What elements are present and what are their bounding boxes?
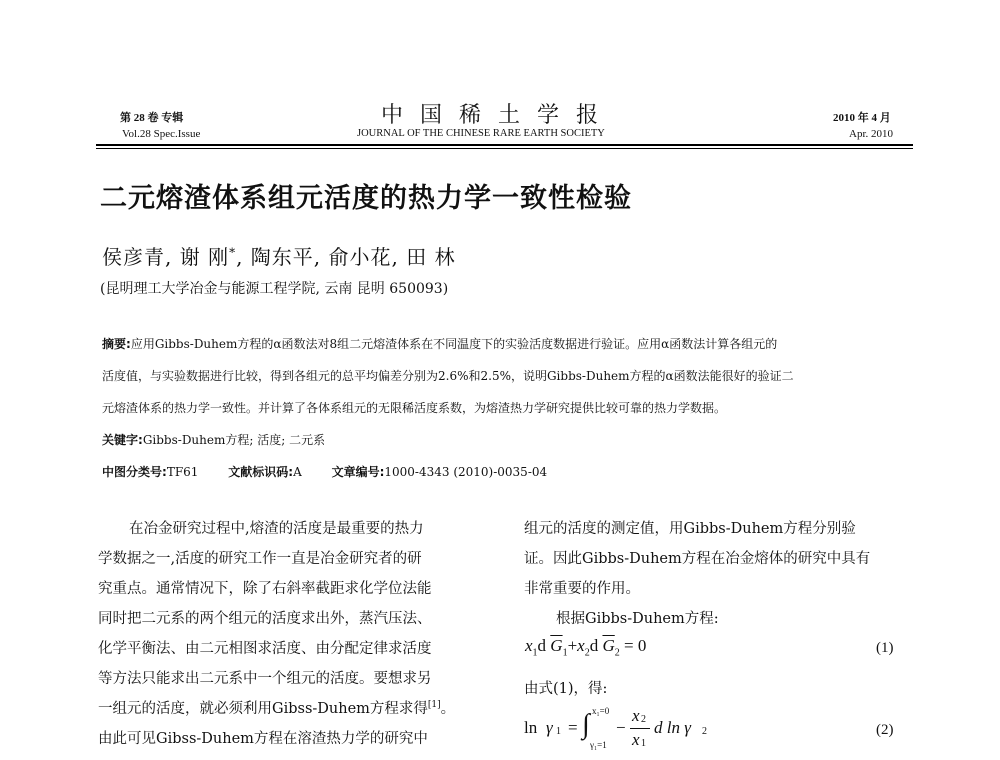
authors-rest: , 陶东平, 俞小花, 田 林 (236, 245, 456, 269)
header-rule-thin (96, 148, 913, 149)
article-id-value: 1000-4343 (2010)-0035-04 (384, 465, 548, 479)
doc-code-value: A (293, 465, 302, 479)
classification (102, 463, 547, 480)
abstract-line-3: 元熔渣体系的热力学一致性。并计算了各体系组元的无限稀活度系数，为熔渣热力学研究提供比较可靠的热力学数据。 (102, 401, 727, 415)
equation-1-number: (1) (876, 640, 894, 656)
abstract-line-2: 活度值，与实验数据进行比较，得到各组元的总平均偏差分别为2.6%和2.5%，说明Gibbs-Duhem方程的α函数法能很好的验证二 (102, 369, 794, 383)
authors-first: 侯彦青, 谢 刚 (102, 245, 230, 269)
right-line-1: 组元的活度的测定值，用Gibbs-Duhem方程分别验 (524, 521, 856, 537)
left-line-2: 学数据之一,活度的研究工作一直是冶金研究者的研 (98, 551, 422, 567)
clc-label: 中图分类号: (102, 465, 167, 479)
keywords (102, 431, 325, 448)
left-line-6: 等方法只能求出二元系中一个组元的活度。要想求另 (98, 671, 432, 687)
left-line-8: 由此可见Gibss-Duhem方程在溶渣热力学的研究中 (98, 731, 428, 747)
article-id-label: 文章编号: (331, 465, 385, 479)
abstract-label: 摘要: (102, 337, 131, 351)
left-line-3: 究重点。通常情况下，除了右斜率截距求化学位法能 (98, 581, 432, 597)
left-line-7: 一组元的活度，就必须利用Gibss-Duhem方程求得[1]。 (98, 700, 456, 717)
equation-2-number: (2) (876, 722, 894, 738)
abstract-line-1: 摘要:应用Gibbs-Duhem方程的α函数法对8组二元熔渣体系在不同温度下的实验活度数据进行验证。应用α函数法计算各组元的 (102, 337, 778, 351)
right-line-2: 证。因此Gibbs-Duhem方程在冶金熔体的研究中具有 (524, 551, 871, 567)
authors (102, 241, 456, 270)
paper-title: 二元熔渣体系组元活度的热力学一致性检验 (100, 183, 632, 214)
clc-value: TF61 (166, 465, 199, 479)
left-line-4: 同时把二元系的两个组元的活度求出外，蒸汽压法、 (98, 611, 432, 627)
equation-2: ln γ 1 = ∫ x₁=0 γ₁=1 − x 2 x 1 d ln γ 2 (524, 706, 707, 750)
keywords-text: Gibbs-Duhem方程; 活度; 二元系 (142, 433, 326, 447)
left-line-5: 化学平衡法、由二元相图求活度、由分配定律求活度 (98, 641, 432, 657)
right-line-5: 由式(1)，得: (524, 681, 608, 697)
date-cn: 2010 年 4 月 (833, 112, 891, 124)
keywords-label: 关键字: (102, 433, 143, 447)
date-en: Apr. 2010 (849, 128, 893, 140)
left-line-1: 在冶金研究过程中,熔渣的活度是最重要的热力 (129, 521, 424, 537)
right-line-4: 根据Gibbs-Duhem方程: (556, 611, 719, 627)
corresponding-star: * (229, 245, 237, 260)
header-rule-thick (96, 144, 913, 146)
equation-1: $x_1d$ $\overline{G}_1+x_2d$ $\overline{G}_2 = 0$ (525, 636, 647, 659)
affiliation: (昆明理工大学冶金与能源工程学院, 云南 昆明 650093) (100, 281, 449, 297)
journal-title-en: JOURNAL OF THE CHINESE RARE EARTH SOCIETY (357, 128, 605, 139)
doc-code-label: 文献标识码: (228, 465, 294, 479)
citation-ref[interactable]: [1] (427, 700, 441, 711)
journal-title-cn: 中国稀土学报 (381, 103, 616, 128)
right-line-3: 非常重要的作用。 (524, 581, 640, 597)
volume-en: Vol.28 Spec.Issue (122, 128, 201, 140)
volume-cn: 第 28 卷 专辑 (120, 112, 184, 124)
